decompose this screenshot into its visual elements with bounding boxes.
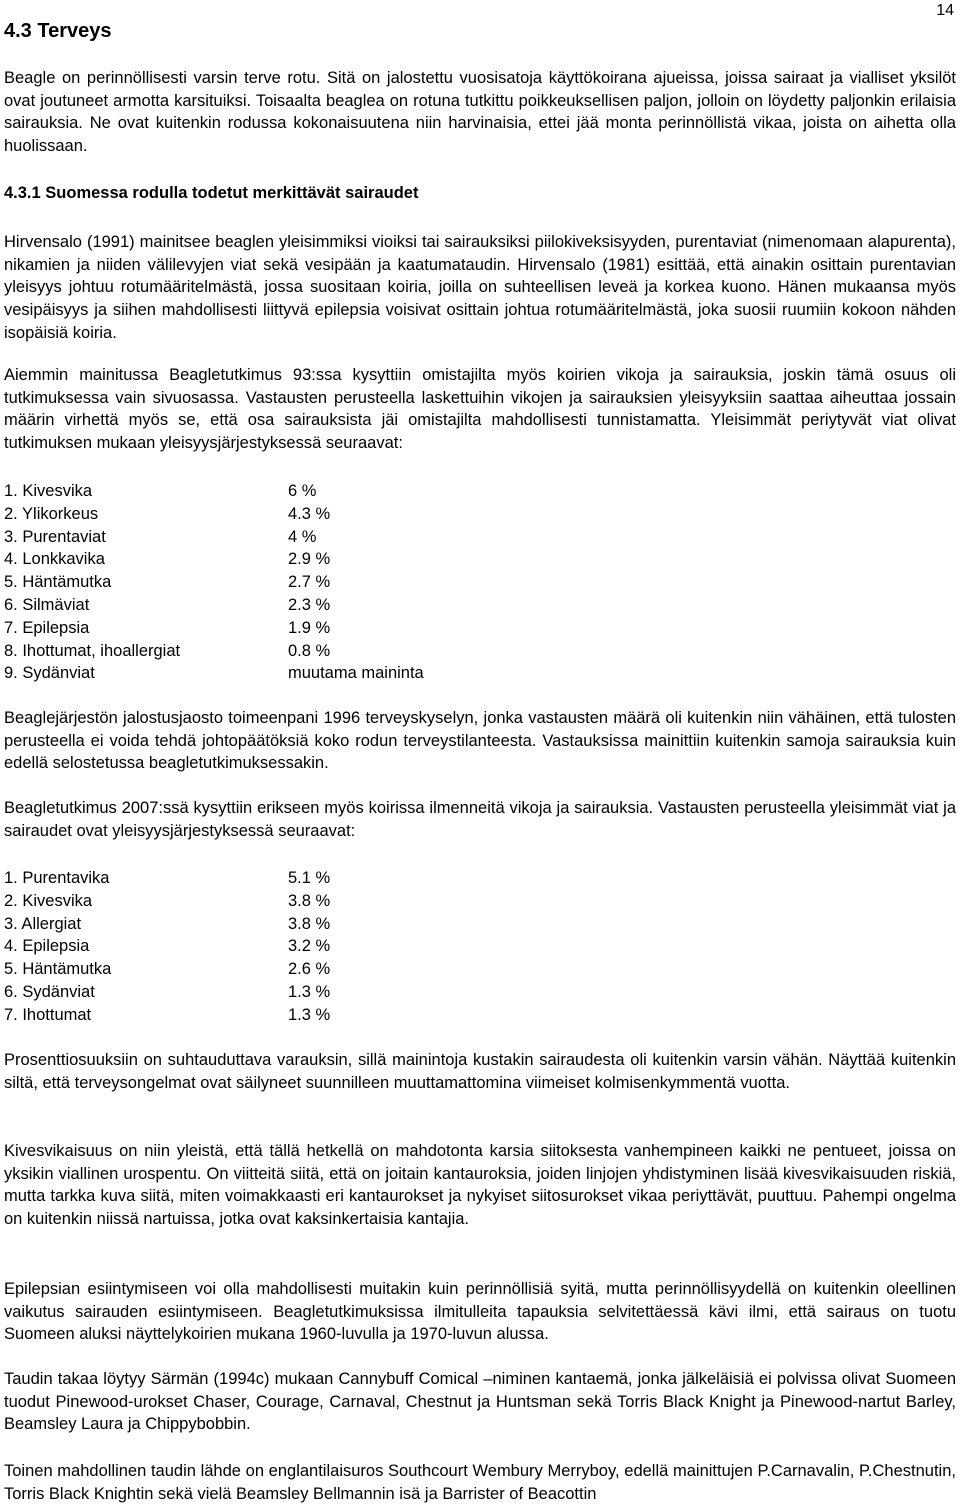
list-item xyxy=(4,594,604,617)
item-value: 1.3 % xyxy=(288,982,331,1001)
item-name: 6. Silmäviat xyxy=(4,595,90,614)
list-item xyxy=(4,981,604,1004)
list-item xyxy=(4,617,604,640)
item-value: 3.8 % xyxy=(288,914,331,933)
item-name: 4. Epilepsia xyxy=(4,937,90,956)
paragraph-toinen-lahde: Toinen mahdollinen taudin lähde on englantilaisuros Southcourt Wembury Merryboy, edellä mainittujen P.Carnavalin, P.Chestnutin, Torris Black Knightin sekä vielä Beamsley Bellmannin isä ja Barrister of Beacottin xyxy=(4,1462,956,1503)
item-name: 6. Sydänviat xyxy=(4,982,95,1001)
subsection-title: 4.3.1 Suomessa rodulla todetut merkittävät sairaudet xyxy=(4,184,419,202)
defect-list-1993 xyxy=(4,480,604,685)
item-name: 4. Lonkkavika xyxy=(4,550,105,569)
item-value: 6 % xyxy=(288,482,317,500)
list-item xyxy=(4,548,604,571)
item-name: 7. Ihottumat xyxy=(4,1005,92,1024)
item-name: 7. Epilepsia xyxy=(4,618,90,637)
item-name: 5. Häntämutka xyxy=(4,573,112,592)
list-item xyxy=(4,571,604,594)
paragraph-beagletutkimus-2007: Beagletutkimus 2007:ssä kysyttiin erikseen myös koirissa ilmenneitä vikoja ja sairauksia. Vastausten perusteella yleisimmät viat ja sairaudet ovat yleisyysjärjestyksessä seuraavat: xyxy=(4,799,956,840)
list-item xyxy=(4,503,604,526)
paragraph-epilepsia: Epilepsian esiintymiseen voi olla mahdollisesti muitakin kuin perinnöllisiä syitä, mutta perinnöllisyydellä on kuitenkin oleellinen vaikutus sairauden esiintymiseen. Beagletutkimuksissa ilmitulleita tapauksia selvitettäessä kävi ilmi, että sairaus on tuotu Suomeen aluksi näyttelykoirien mukana 1960-luvulla ja 1970-luvun alussa. xyxy=(4,1280,956,1344)
list-item xyxy=(4,958,604,981)
list-item xyxy=(4,1004,604,1027)
list-item xyxy=(4,662,604,685)
item-name: 9. Sydänviat xyxy=(4,664,95,683)
item-value: 5.1 % xyxy=(288,869,331,887)
item-name: 1. Kivesvika xyxy=(4,482,93,500)
list-item xyxy=(4,480,604,503)
list-item xyxy=(4,867,604,890)
list-item xyxy=(4,640,604,663)
list-item xyxy=(4,913,604,936)
item-value: 1.3 % xyxy=(288,1005,331,1024)
paragraph-prosenttiosuudet: Prosenttiosuuksiin on suhtauduttava varauksin, sillä mainintoja kustakin sairaudesta oli kuitenkin varsin vähän. Näyttää kuitenkin siltä, että terveysongelmat ovat säilyneet suunnilleen muuttamattomina viimeiset kolmisenkymmentä vuotta. xyxy=(4,1051,956,1092)
paragraph-hirvensalo: Hirvensalo (1991) mainitsee beaglen yleisimmiksi vioiksi tai sairauksiksi piilokiveksisyyden, purentaviat (nimenomaan alapurenta), nikamien ja niiden välilevyjen viat sekä vesipään ja kaatumataudin. Hirvensalo (1981) esittää, että ainakin osittain purentavian yleisyys johtuu rotumääritelmästä, jossa suositaan koiria, joilla on suhteellisen leveä ja korkea kuono. Hänen mukaansa myös vesipäisyys ja siihen mahdollisesti liittyvä epilepsia voisivat osittain johtua rotumääritelmästä, joka suosii ruumiin kokoon nähden isopäisiä koiria. xyxy=(4,233,956,342)
item-name: 2. Kivesvika xyxy=(4,891,93,910)
item-name: 3. Allergiat xyxy=(4,914,82,933)
page-number: 14 xyxy=(936,2,954,19)
intro-paragraph: Beagle on perinnöllisesti varsin terve rotu. Sitä on jalostettu vuosisatoja käyttökoirana ajueissa, joissa sairaat ja vialliset yksilöt ovat joutuneet armotta karsituiksi. Toisaalta beaglea on rotuna tutkittu poikkeuksellisen paljon, jolloin on löydetty paljonkin erilaisia sairauksia. Ne ovat kuitenkin rodussa kokonaisuutena niin harvinaisia, ettei jää monta perinnöllistä vikaa, joista on aihetta olla huolissaan. xyxy=(4,69,956,156)
item-value: 2.6 % xyxy=(288,960,331,979)
item-value: 2.3 % xyxy=(288,595,331,614)
item-value: 1.9 % xyxy=(288,618,331,637)
paragraph-kivesvikaisuus: Kivesvikaisuus on niin yleistä, että tällä hetkellä on mahdotonta karsia siitoksesta vanhempineen kaikki ne pentueet, joissa on yksikin viallinen urospentu. On viitteitä siitä, että on joitain kantauroksia, joiden linjojen yhdistyminen lisää kivesvikaisuuden riskiä, mutta tarkka kuva siitä, miten voimakkaasti eri kantaurokset ja nykyiset siitosurokset vikaa periyttävät, puuttuu. Pahempi ongelma on kuitenkin niissä nartuissa, jotka ovat kaksinkertaisia kantajia. xyxy=(4,1142,956,1229)
list-item xyxy=(4,935,604,958)
paragraph-beagletutkimus-93: Aiemmin mainitussa Beagletutkimus 93:ssa kysyttiin omistajilta myös koirien vikoja ja sairauksia, joskin tämä osuus oli tutkimuksessa vain sivuosassa. Vastausten perusteella laskettuihin vikojen ja sairauksien yleisyyksiin saattaa aiheuttaa jossain määrin virhettä myös se, että osa sairauksista jäi omistajilta mahdollisesti tunnistamatta. Yleisimmät periytyvät viat olivat tutkimuksen mukaan yleisyysjärjestyksessä seuraavat: xyxy=(4,366,956,453)
item-name: 1. Purentavika xyxy=(4,869,110,887)
item-value: 3.8 % xyxy=(288,891,331,910)
list-item xyxy=(4,890,604,913)
item-value: 3.2 % xyxy=(288,937,331,956)
item-value: 0.8 % xyxy=(288,641,331,660)
paragraph-taudin-tausta: Taudin takaa löytyy Särmän (1994c) mukaan Cannybuff Comical –niminen kantaemä, jonka jälkeläisiä ei polvissa olivat Suomeen tuodut Pinewood-urokset Chaser, Courage, Carnaval, Chestnut ja Huntsman sekä Torris Black Knight ja Pinewood-nartut Barley, Beamsley Laura ja Chippybobbin. xyxy=(4,1370,956,1434)
item-name: 8. Ihottumat, ihoallergiat xyxy=(4,641,181,660)
defect-list-2007 xyxy=(4,867,604,1027)
section-title: 4.3 Terveys xyxy=(4,20,112,42)
item-value: muutama maininta xyxy=(288,664,424,683)
item-name: 5. Häntämutka xyxy=(4,960,112,979)
item-name: 3. Purentaviat xyxy=(4,527,106,546)
item-value: 4.3 % xyxy=(288,504,331,523)
list-item xyxy=(4,526,604,549)
item-value: 2.9 % xyxy=(288,550,331,569)
paragraph-terveyskysely-1996: Beaglejärjestön jalostusjaosto toimeenpani 1996 terveyskyselyn, jonka vastausten määrä oli kuitenkin niin vähäinen, että tulosten perusteella ei voida tehdä johtopäätöksiä koko rodun terveystilanteesta. Vastauksissa mainittiin kuitenkin samoja sairauksia kuin edellä selostetussa beagletutkimuksessakin. xyxy=(4,709,956,773)
item-value: 4 % xyxy=(288,527,317,546)
item-value: 2.7 % xyxy=(288,573,331,592)
item-name: 2. Ylikorkeus xyxy=(4,504,99,523)
